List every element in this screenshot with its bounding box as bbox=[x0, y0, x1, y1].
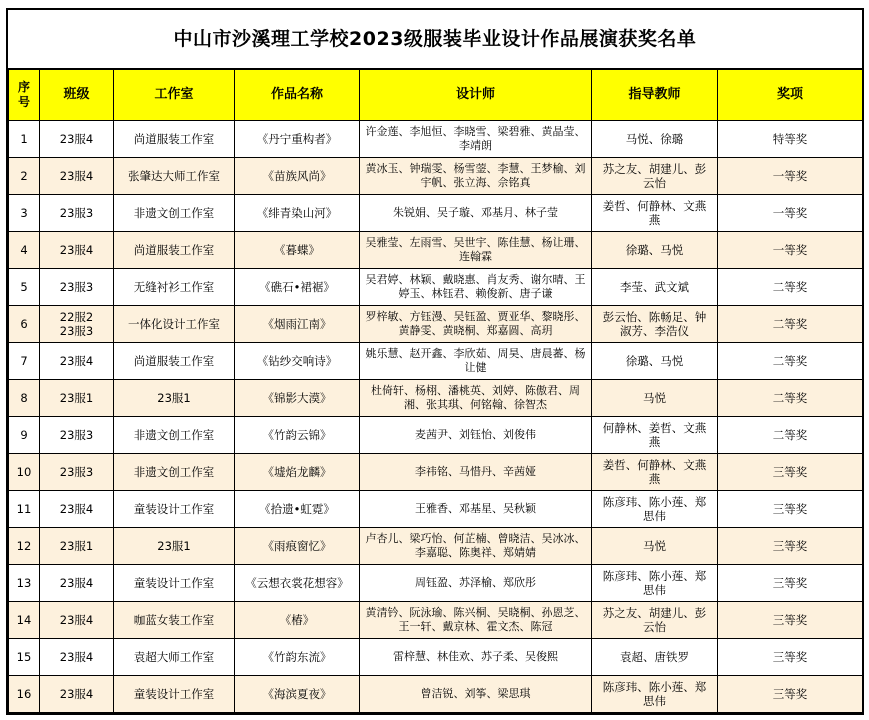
cell-seq: 11 bbox=[9, 491, 40, 528]
cell-class: 23服3 bbox=[40, 269, 114, 306]
cell-seq: 1 bbox=[9, 121, 40, 158]
table-row bbox=[9, 528, 863, 565]
cell-seq: 7 bbox=[9, 343, 40, 380]
cell-work: 《椿》 bbox=[235, 602, 360, 639]
header-class: 班级 bbox=[40, 70, 114, 121]
cell-seq: 3 bbox=[9, 195, 40, 232]
cell-studio: 23服1 bbox=[114, 380, 235, 417]
cell-teachers: 马悦 bbox=[592, 528, 718, 565]
cell-award: 二等奖 bbox=[718, 269, 863, 306]
cell-seq: 13 bbox=[9, 565, 40, 602]
table-row bbox=[9, 121, 863, 158]
cell-studio: 童装设计工作室 bbox=[114, 491, 235, 528]
table-row bbox=[9, 417, 863, 454]
cell-award: 二等奖 bbox=[718, 417, 863, 454]
cell-teachers: 何静林、姜哲、文燕燕 bbox=[592, 417, 718, 454]
cell-designers: 王雅香、邓基星、吴秋颖 bbox=[360, 491, 592, 528]
cell-award: 三等奖 bbox=[718, 676, 863, 713]
cell-designers: 麦茜尹、刘钰怡、刘俊伟 bbox=[360, 417, 592, 454]
table-row bbox=[9, 602, 863, 639]
header-row bbox=[9, 70, 863, 121]
cell-work: 《绯青染山河》 bbox=[235, 195, 360, 232]
cell-teachers: 徐璐、马悦 bbox=[592, 343, 718, 380]
table-row bbox=[9, 380, 863, 417]
cell-designers: 杜倚轩、杨栩、潘桃英、刘婷、陈傲君、周湘、张其琪、何铭翰、徐智杰 bbox=[360, 380, 592, 417]
cell-work: 《竹韵东流》 bbox=[235, 639, 360, 676]
table-row bbox=[9, 639, 863, 676]
cell-work: 《海滨夏夜》 bbox=[235, 676, 360, 713]
cell-studio: 无缝衬衫工作室 bbox=[114, 269, 235, 306]
cell-award: 一等奖 bbox=[718, 158, 863, 195]
cell-class: 23服4 bbox=[40, 232, 114, 269]
cell-teachers: 姜哲、何静林、文燕燕 bbox=[592, 454, 718, 491]
cell-class: 22服2 23服3 bbox=[40, 306, 114, 343]
table-row bbox=[9, 676, 863, 713]
cell-award: 一等奖 bbox=[718, 232, 863, 269]
cell-work: 《丹宁重构者》 bbox=[235, 121, 360, 158]
cell-studio: 尚道服装工作室 bbox=[114, 343, 235, 380]
cell-teachers: 彭云怡、陈畅足、钟淑芳、李浩仪 bbox=[592, 306, 718, 343]
cell-class: 23服3 bbox=[40, 454, 114, 491]
cell-award: 三等奖 bbox=[718, 528, 863, 565]
cell-studio: 非遗文创工作室 bbox=[114, 195, 235, 232]
cell-teachers: 李莹、武文斌 bbox=[592, 269, 718, 306]
cell-work: 《苗族风尚》 bbox=[235, 158, 360, 195]
table-row bbox=[9, 232, 863, 269]
cell-studio: 23服1 bbox=[114, 528, 235, 565]
cell-award: 二等奖 bbox=[718, 343, 863, 380]
cell-studio: 童装设计工作室 bbox=[114, 676, 235, 713]
cell-seq: 5 bbox=[9, 269, 40, 306]
table-row bbox=[9, 565, 863, 602]
cell-work: 《暮蝶》 bbox=[235, 232, 360, 269]
cell-designers: 曾洁锐、刘筝、梁思琪 bbox=[360, 676, 592, 713]
cell-work: 《拾遗•虹霓》 bbox=[235, 491, 360, 528]
cell-seq: 2 bbox=[9, 158, 40, 195]
cell-studio: 一体化设计工作室 bbox=[114, 306, 235, 343]
cell-class: 23服1 bbox=[40, 380, 114, 417]
cell-award: 三等奖 bbox=[718, 639, 863, 676]
header-studio: 工作室 bbox=[114, 70, 235, 121]
cell-teachers: 陈彦玮、陈小莲、郑思伟 bbox=[592, 491, 718, 528]
cell-work: 《烟雨江南》 bbox=[235, 306, 360, 343]
cell-studio: 张肇达大师工作室 bbox=[114, 158, 235, 195]
cell-studio: 童装设计工作室 bbox=[114, 565, 235, 602]
header-teachers: 指导教师 bbox=[592, 70, 718, 121]
cell-teachers: 陈彦玮、陈小莲、郑思伟 bbox=[592, 676, 718, 713]
cell-class: 23服4 bbox=[40, 602, 114, 639]
cell-designers: 朱锐娟、吴子璇、邓基月、林子莹 bbox=[360, 195, 592, 232]
table-row bbox=[9, 158, 863, 195]
cell-class: 23服3 bbox=[40, 417, 114, 454]
cell-seq: 14 bbox=[9, 602, 40, 639]
cell-work: 《云想衣裳花想容》 bbox=[235, 565, 360, 602]
cell-designers: 吴雅莹、左雨雪、吴世宇、陈佳慧、杨让珊、连翰霖 bbox=[360, 232, 592, 269]
cell-seq: 9 bbox=[9, 417, 40, 454]
cell-work: 《锦影大漠》 bbox=[235, 380, 360, 417]
cell-teachers: 马悦、徐璐 bbox=[592, 121, 718, 158]
cell-designers: 雷梓慧、林佳欢、苏子柔、吴俊熙 bbox=[360, 639, 592, 676]
award-table bbox=[8, 69, 863, 713]
cell-class: 23服3 bbox=[40, 195, 114, 232]
header-seq: 序号 bbox=[9, 70, 40, 121]
cell-award: 三等奖 bbox=[718, 602, 863, 639]
cell-teachers: 苏之友、胡建儿、彭云怡 bbox=[592, 602, 718, 639]
cell-seq: 6 bbox=[9, 306, 40, 343]
cell-designers: 周钰盈、苏泽榆、郑欣彤 bbox=[360, 565, 592, 602]
cell-work: 《钻纱交响诗》 bbox=[235, 343, 360, 380]
cell-designers: 李祎铭、马惜丹、辛茜娅 bbox=[360, 454, 592, 491]
cell-designers: 许金莲、李旭恒、李晓雪、梁碧雅、黄晶莹、李靖朗 bbox=[360, 121, 592, 158]
cell-seq: 8 bbox=[9, 380, 40, 417]
cell-studio: 尚道服装工作室 bbox=[114, 121, 235, 158]
cell-class: 23服4 bbox=[40, 343, 114, 380]
cell-award: 三等奖 bbox=[718, 565, 863, 602]
cell-work: 《雨痕窗忆》 bbox=[235, 528, 360, 565]
table-body bbox=[9, 121, 863, 713]
cell-award: 三等奖 bbox=[718, 491, 863, 528]
cell-designers: 姚乐慧、赵开鑫、李欣茹、周昊、唐晨蕃、杨让健 bbox=[360, 343, 592, 380]
cell-award: 一等奖 bbox=[718, 195, 863, 232]
cell-class: 23服4 bbox=[40, 676, 114, 713]
header-work: 作品名称 bbox=[235, 70, 360, 121]
cell-studio: 尚道服装工作室 bbox=[114, 232, 235, 269]
cell-award: 三等奖 bbox=[718, 454, 863, 491]
cell-seq: 4 bbox=[9, 232, 40, 269]
header-award: 奖项 bbox=[718, 70, 863, 121]
cell-seq: 16 bbox=[9, 676, 40, 713]
cell-teachers: 徐璐、马悦 bbox=[592, 232, 718, 269]
table-row bbox=[9, 269, 863, 306]
cell-award: 二等奖 bbox=[718, 306, 863, 343]
cell-class: 23服4 bbox=[40, 491, 114, 528]
cell-seq: 12 bbox=[9, 528, 40, 565]
cell-work: 《竹韵云锦》 bbox=[235, 417, 360, 454]
cell-teachers: 姜哲、何静林、文燕燕 bbox=[592, 195, 718, 232]
table-row bbox=[9, 195, 863, 232]
cell-class: 23服1 bbox=[40, 528, 114, 565]
cell-designers: 黄冰玉、钟瑞雯、杨雪蓥、李慧、王梦榆、刘宇帆、张立海、佘铭真 bbox=[360, 158, 592, 195]
table-row bbox=[9, 454, 863, 491]
cell-award: 二等奖 bbox=[718, 380, 863, 417]
cell-class: 23服4 bbox=[40, 158, 114, 195]
table-row bbox=[9, 306, 863, 343]
cell-work: 《墟焰龙麟》 bbox=[235, 454, 360, 491]
cell-designers: 黄清钤、阮泳瑜、陈兴桐、吴晓桐、孙恩芝、王一轩、戴京林、霍文杰、陈冠 bbox=[360, 602, 592, 639]
cell-teachers: 陈彦玮、陈小莲、郑思伟 bbox=[592, 565, 718, 602]
cell-studio: 咖蓝女装工作室 bbox=[114, 602, 235, 639]
cell-class: 23服4 bbox=[40, 121, 114, 158]
cell-designers: 罗梓敏、方钰漫、吴钰盈、贾亚华、黎晓彤、黄静雯、黄晓桐、郑嘉圆、高玥 bbox=[360, 306, 592, 343]
cell-studio: 非遗文创工作室 bbox=[114, 417, 235, 454]
cell-studio: 非遗文创工作室 bbox=[114, 454, 235, 491]
award-sheet bbox=[6, 8, 864, 715]
table-row bbox=[9, 343, 863, 380]
cell-seq: 10 bbox=[9, 454, 40, 491]
cell-class: 23服4 bbox=[40, 565, 114, 602]
cell-class: 23服4 bbox=[40, 639, 114, 676]
cell-work: 《礁石•裙裾》 bbox=[235, 269, 360, 306]
cell-award: 特等奖 bbox=[718, 121, 863, 158]
cell-designers: 吴君婷、林颖、戴晓惠、肖友秀、谢尔晴、王婷玉、林钰君、赖俊新、唐子谦 bbox=[360, 269, 592, 306]
cell-teachers: 袁超、唐铁罗 bbox=[592, 639, 718, 676]
cell-seq: 15 bbox=[9, 639, 40, 676]
cell-designers: 卢杏儿、梁巧怡、何芷楠、曾晓洁、吴冰冰、李嘉聪、陈奥祥、郑婧婧 bbox=[360, 528, 592, 565]
cell-teachers: 马悦 bbox=[592, 380, 718, 417]
page-title: 中山市沙溪理工学校2023级服装毕业设计作品展演获奖名单 bbox=[8, 10, 862, 69]
table-row bbox=[9, 491, 863, 528]
cell-studio: 袁超大师工作室 bbox=[114, 639, 235, 676]
cell-teachers: 苏之友、胡建儿、彭云怡 bbox=[592, 158, 718, 195]
header-designers: 设计师 bbox=[360, 70, 592, 121]
